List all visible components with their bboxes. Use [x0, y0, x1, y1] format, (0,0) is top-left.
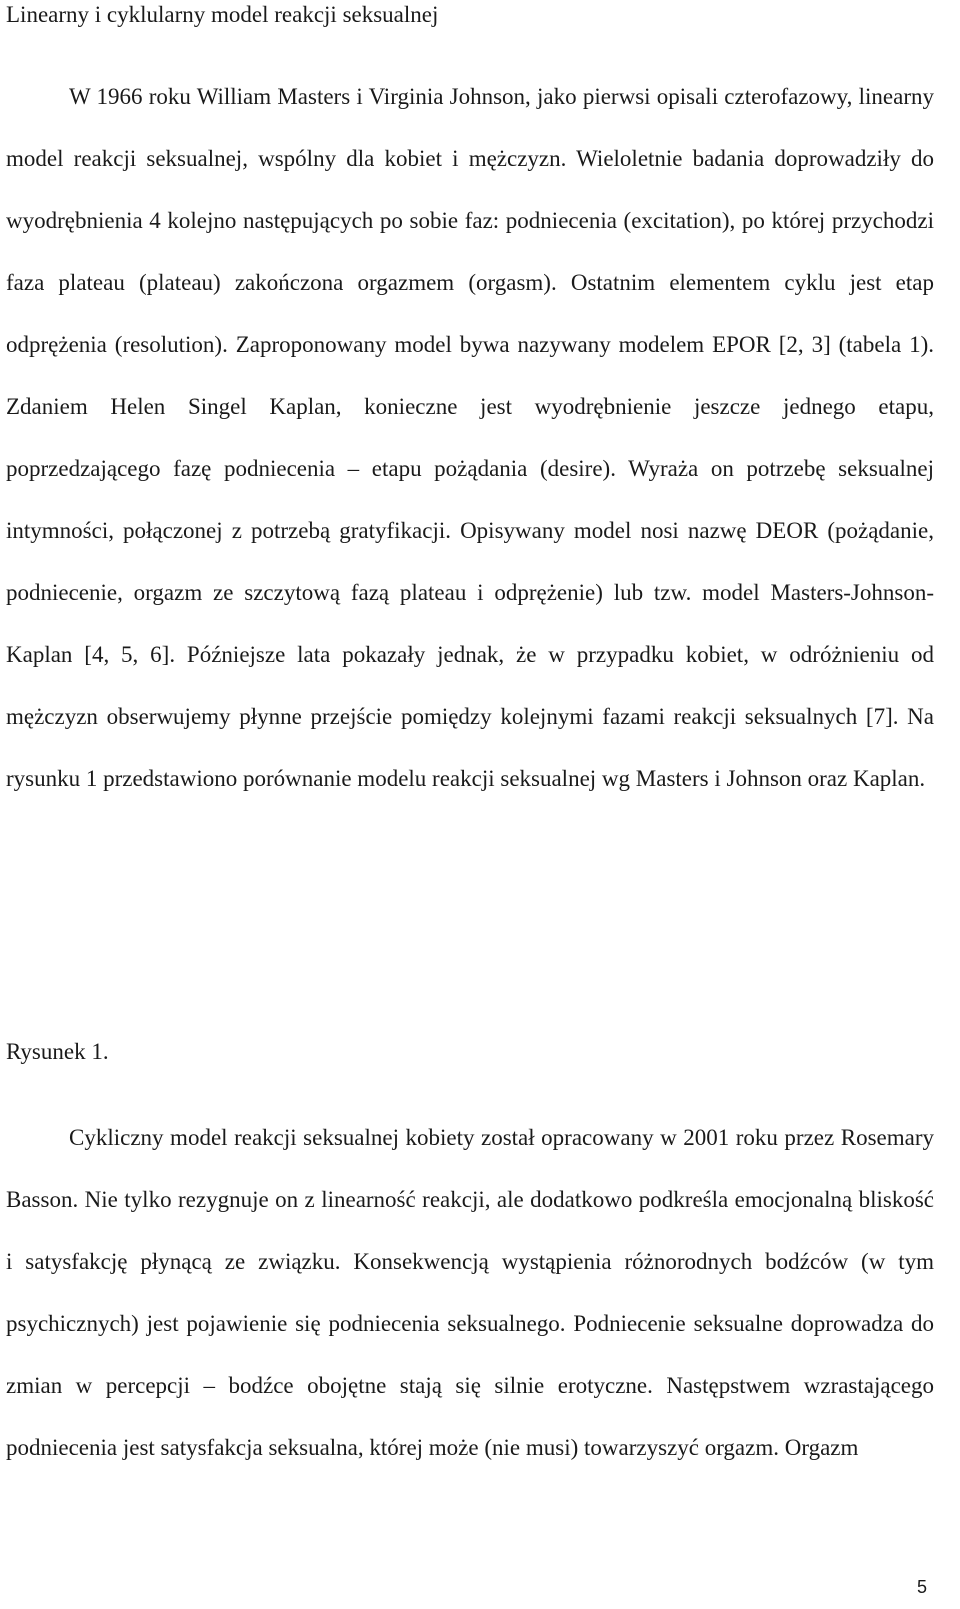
paragraph-masters-johnson: W 1966 roku William Masters i Virginia Johnson, jako pierwsi opisali czterofazowy, linearny model reakcji seksualnej, wspólny dla kobiet i mężczyzn. Wieloletnie badania doprowadziły do wyodrębnienia 4 kolejno następujących po sobie faz: podniecenia (excitation), po której przychodzi faza plateau (plateau) zakończona orgazmem (orgasm). Ostatnim elementem cyklu jest etap odprężenia (resolution). Zaproponowany model bywa nazywany modelem EPOR [2, 3] (tabela 1). Zdaniem Helen Singel Kaplan, konieczne jest wyodrębnienie jeszcze jednego etapu, poprzedzającego fazę podniecenia – etapu pożądania (desire). Wyraża on potrzebę seksualnej intymności, połączonej z potrzebą gratyfikacji. Opisywany model nosi nazwę DEOR (pożądanie, podniecenie, orgazm ze szczytową fazą plateau i odprężenie) lub tzw. model Masters-Johnson-Kaplan [4, 5, 6]. Późniejsze lata pokazały jednak, że w przypadku kobiet, w odróżnieniu od mężczyzn obserwujemy płynne przejście pomiędzy kolejnymi fazami reakcji seksualnych [7]. Na rysunku 1 przedstawiono porównanie modelu reakcji seksualnej wg Masters i Johnson oraz Kaplan. [6, 84, 934, 791]
figure-label: Rysunek 1. [6, 1039, 109, 1064]
paragraph-basson: Cykliczny model reakcji seksualnej kobiety został opracowany w 2001 roku przez Rosemary Basson. Nie tylko rezygnuje on z linearność reakcji, ale dodatkowo podkreśla emocjonalną bliskość i satysfakcję płynącą ze związku. Konsekwencją wystąpienia różnorodnych bodźców (w tym psychicznych) jest pojawienie się podniecenia seksualnego. Podniecenie seksualne doprowadza do zmian w percepcji – bodźce obojętne stają się silnie erotyczne. Następstwem wzrastającego podniecenia jest satysfakcja seksualna, której może (nie musi) towarzyszyć orgazm. Orgazm [6, 1125, 934, 1460]
section-heading: Linearny i cyklularny model reakcji seksualnej [6, 2, 439, 27]
page-number: 5 [917, 1577, 928, 1597]
